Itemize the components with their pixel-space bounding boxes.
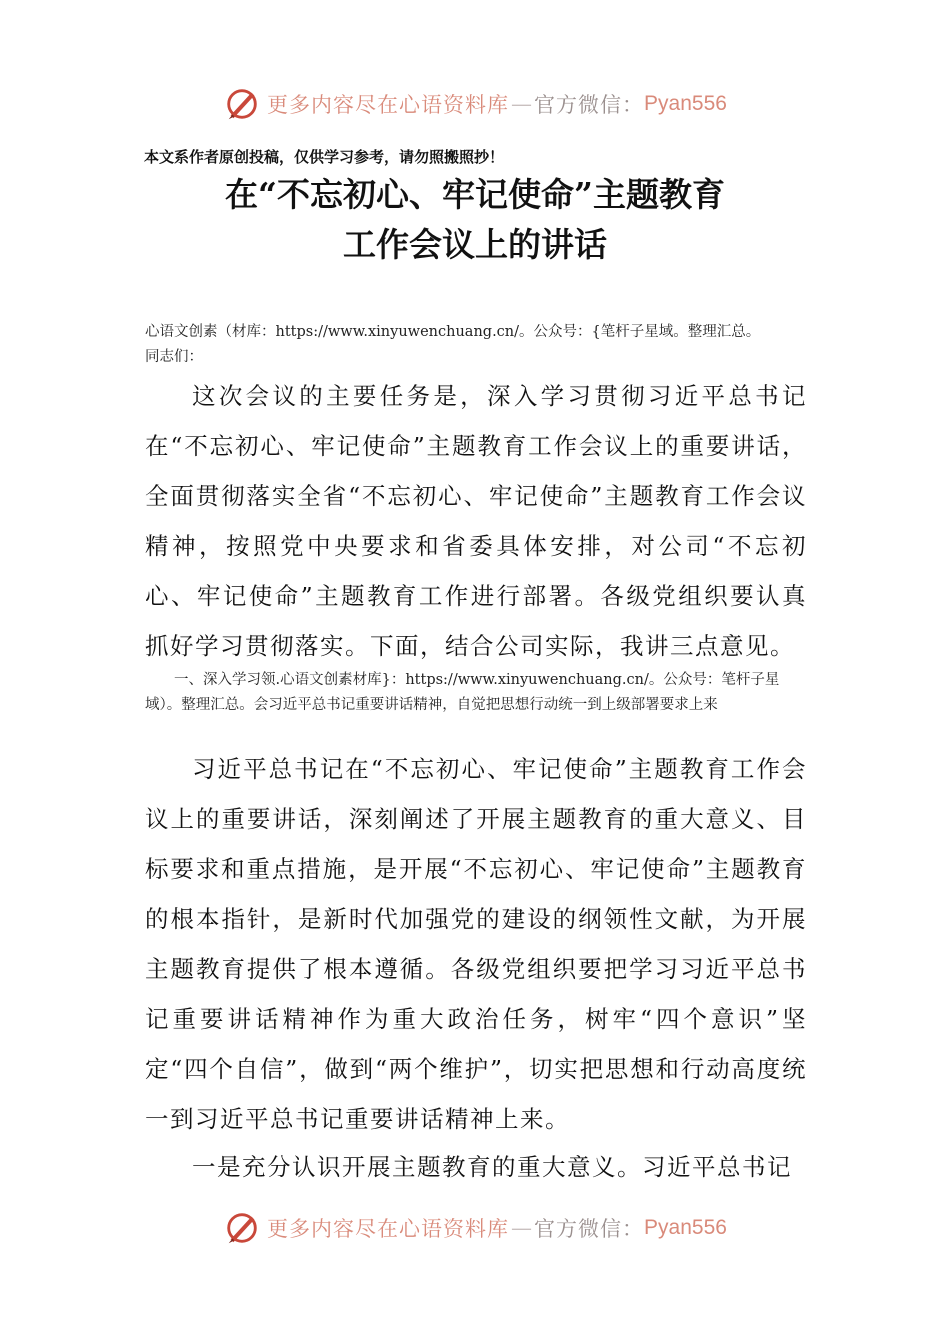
title-line-2: 工作会议上的讲话 <box>343 225 607 264</box>
source-line: 心语文创素（材库：https://www.xinyuwenchuang.cn/。公众号：{笔杆子星域。整理汇总。 <box>145 324 761 340</box>
banner-suffix: 官方微信： <box>534 1217 645 1241</box>
banner-suffix: 官方微信： <box>534 93 645 117</box>
paragraph-2: 习近平总书记在“不忘初心、牢记使命”主题教育工作会议上的重要讲话，深刻阐述了开展主题教育的重大意义、目标要求和重点措施，是开展“不忘初心、牢记使命”主题教育的根本指针，是新时代加强党的建设的纲领性文献，为开展主题教育提供了根本遵循。各级党组织要把学习习近平总书记重要讲话精神作为重大政治任务，树牢“四个意识”坚定“四个自信”，做到“两个维护”，切实把思想和行动高度统一到习近平总书记重要讲话精神上来。 <box>145 755 807 1133</box>
banner-text: 更多内容尽在心语资料库 <box>267 93 510 117</box>
banner-wechat-id: Pyan556 <box>644 1216 727 1239</box>
banner-separator: — <box>511 92 533 116</box>
title-line-1: 在“不忘初心、牢记使命”主题教育 <box>225 175 725 214</box>
banner-separator: — <box>511 1216 533 1240</box>
document-title <box>100 170 850 270</box>
banner-text: 更多内容尽在心语资料库 <box>267 1217 510 1241</box>
footer-banner <box>0 1208 950 1248</box>
copyright-notice: 本文系作者原创投稿，仅供学习参考，请勿照搬照抄！ <box>144 148 505 166</box>
pen-logo-icon <box>223 1209 261 1247</box>
banner-wechat-id: Pyan556 <box>644 92 727 115</box>
paragraph-1: 这次会议的主要任务是，深入学习贯彻习近平总书记在“不忘初心、牢记使命”主题教育工作会议上的重要讲话，全面贯彻落实全省“不忘初心、牢记使命”主题教育工作会议精神，按照党中央要求和省委具体安排，对公司“不忘初心、牢记使命”主题教育工作进行部署。各级党组织要认真抓好学习贯彻落实。下面，结合公司实际，我讲三点意见。 <box>145 382 807 660</box>
salutation: 同志们： <box>145 349 203 365</box>
header-banner <box>0 84 950 124</box>
pen-logo-icon <box>223 85 261 123</box>
section-1-heading: 一、深入学习领.心语文创素材库}：https://www.xinyuwenchuang.cn/。公众号：笔杆子星域）。整理汇总。会习近平总书记重要讲话精神，自觉把思想行动统一到上级部署要求上来 <box>145 672 780 713</box>
paragraph-3: 一是充分认识开展主题教育的重大意义。习近平总书记 <box>192 1153 792 1181</box>
